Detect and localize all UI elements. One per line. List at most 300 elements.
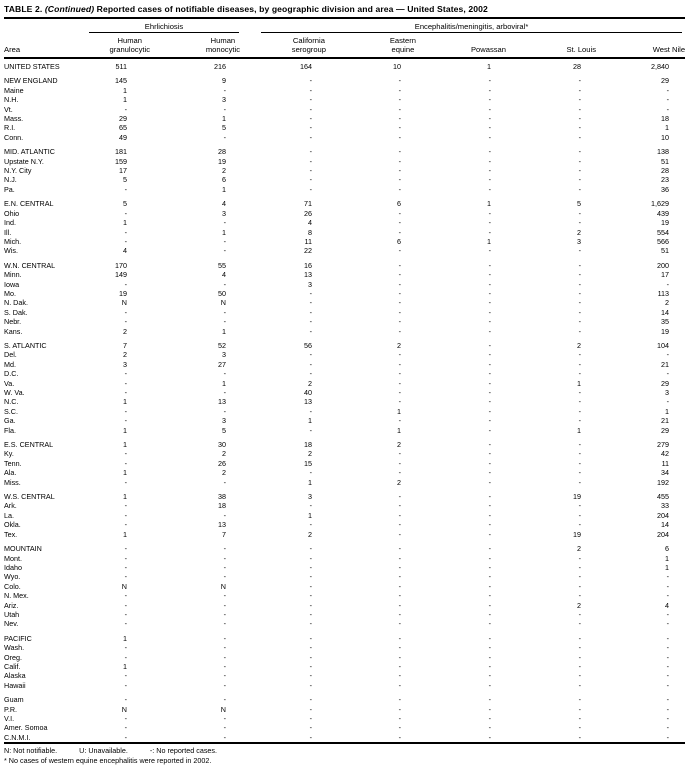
column-header <box>150 34 240 58</box>
row-area-label: Idaho <box>4 562 22 572</box>
cell-value: - <box>223 643 226 653</box>
cell-value: - <box>309 156 312 166</box>
cell-value: - <box>398 544 401 554</box>
cell-value: 7 <box>123 340 127 350</box>
cell-value: 26 <box>218 458 226 468</box>
cell-value: - <box>309 591 312 601</box>
cell-value: - <box>309 114 312 124</box>
cell-value: - <box>398 104 401 114</box>
cell-value: 2 <box>397 440 401 450</box>
cell-value: 33 <box>661 501 670 511</box>
cell-value: - <box>488 562 491 572</box>
cell-value: 1 <box>397 406 401 416</box>
cell-value: - <box>578 184 581 194</box>
cell-value: - <box>578 723 581 733</box>
cell-value: - <box>488 227 491 237</box>
cell-value: - <box>578 619 581 629</box>
cell-value: - <box>488 85 491 95</box>
cell-value: - <box>124 553 127 563</box>
cell-value: - <box>398 609 401 619</box>
table-row <box>4 554 685 563</box>
cell-value: - <box>398 95 401 105</box>
cell-value: - <box>578 591 581 601</box>
cell-value: - <box>666 581 670 591</box>
cell-value: - <box>488 95 491 105</box>
cell-value: - <box>223 671 226 681</box>
table-row <box>4 317 685 326</box>
table-row <box>4 308 685 317</box>
column-group-arboviral <box>240 19 685 34</box>
cell-value: - <box>309 406 312 416</box>
cell-value: 159 <box>115 156 127 166</box>
cell-value: 14 <box>661 307 670 317</box>
cell-value: 2 <box>308 378 312 388</box>
cell-value: 1 <box>123 661 127 671</box>
cell-value: - <box>398 288 401 298</box>
cell-value: - <box>223 218 226 228</box>
cell-value: - <box>398 449 401 459</box>
cell-value: - <box>398 85 401 95</box>
cell-value: - <box>309 633 312 643</box>
cell-value: - <box>309 175 312 185</box>
cell-value: 27 <box>218 359 226 369</box>
cell-value: - <box>666 680 670 690</box>
cell-value: - <box>398 246 401 256</box>
cell-value: 216 <box>214 62 226 71</box>
cell-value: - <box>488 369 491 379</box>
cell-value: - <box>578 468 581 478</box>
cell-value: - <box>309 184 312 194</box>
cell-value: 9 <box>222 76 226 86</box>
cell-value: - <box>488 440 491 450</box>
cell-value: 149 <box>115 270 127 280</box>
cell-value: 36 <box>661 184 670 194</box>
row-area-label: R.I. <box>4 123 16 133</box>
table-row <box>4 572 685 581</box>
table-row <box>4 723 685 732</box>
cell-value: 1 <box>123 468 127 478</box>
cell-value: - <box>124 544 127 554</box>
table-row <box>4 733 685 743</box>
cell-value: - <box>223 317 226 327</box>
cell-value: - <box>578 350 581 360</box>
cell-value: - <box>223 572 226 582</box>
cell-value: - <box>309 350 312 360</box>
cell-value: 23 <box>661 175 670 185</box>
column-header <box>88 34 150 58</box>
cell-value: - <box>124 695 127 705</box>
cell-value: - <box>488 76 491 86</box>
cell-value: - <box>223 388 226 397</box>
row-area-label: Kans. <box>4 326 23 336</box>
cell-value: 279 <box>657 440 670 450</box>
cell-value: - <box>488 544 491 554</box>
cell-value: - <box>223 307 226 317</box>
cell-value: - <box>578 695 581 705</box>
table-title-number: TABLE 2. <box>4 4 43 14</box>
row-area-label: S.C. <box>4 406 18 416</box>
cell-value: - <box>398 600 401 610</box>
cell-value: - <box>578 326 581 336</box>
cell-value: 204 <box>657 510 670 520</box>
cell-value: - <box>666 104 670 114</box>
cell-value: 17 <box>661 270 670 280</box>
row-area-label: N. Mex. <box>4 591 29 601</box>
cell-value: 1 <box>397 425 401 435</box>
table-row <box>4 71 685 85</box>
cell-value: - <box>124 619 127 629</box>
table-row <box>4 435 685 449</box>
row-area-label: MOUNTAIN <box>4 544 42 554</box>
table-row <box>4 610 685 619</box>
cell-value: - <box>309 680 312 690</box>
row-area-label: PACIFIC <box>4 633 32 643</box>
row-area-label: Del. <box>4 350 17 360</box>
row-area-label: Nebr. <box>4 317 22 327</box>
cell-value: - <box>488 114 491 124</box>
cell-value: 21 <box>661 359 670 369</box>
cell-value: - <box>488 492 491 502</box>
cell-value: 145 <box>115 76 127 86</box>
cell-value: - <box>488 591 491 601</box>
cell-value: N <box>121 298 127 308</box>
row-area-label: Ala. <box>4 468 17 478</box>
cell-value: - <box>488 279 491 289</box>
cell-value: - <box>309 562 312 572</box>
cell-value: - <box>398 416 401 426</box>
cell-value: 3 <box>308 279 312 289</box>
cell-value: - <box>578 95 581 105</box>
cell-value: - <box>578 416 581 426</box>
cell-value: - <box>578 147 581 157</box>
cell-value: - <box>398 156 401 166</box>
cell-value: - <box>488 633 491 643</box>
cell-value: 65 <box>119 123 127 133</box>
cell-value: - <box>578 76 581 86</box>
cell-value: - <box>398 298 401 308</box>
row-area-label: Wash. <box>4 643 25 653</box>
cell-value: 1 <box>577 425 581 435</box>
cell-value: 6 <box>397 236 401 246</box>
table-row <box>4 209 685 218</box>
table-row <box>4 714 685 723</box>
cell-value: - <box>223 732 226 742</box>
table-title-text: Reported cases of notifiable diseases, by geographic division and area — United States, 2002 <box>94 4 488 14</box>
row-area-label: W.N. CENTRAL <box>4 260 56 270</box>
cell-value: - <box>309 643 312 653</box>
row-area-label: W.S. CENTRAL <box>4 492 55 502</box>
table-row <box>4 157 685 166</box>
row-area-label: Wyo. <box>4 572 21 582</box>
cell-value: - <box>398 633 401 643</box>
row-area-label: Tex. <box>4 529 18 539</box>
cell-value: - <box>223 85 226 95</box>
row-area-label: Minn. <box>4 270 22 280</box>
table-row <box>4 237 685 246</box>
cell-value: - <box>488 132 491 142</box>
cell-value: - <box>309 619 312 629</box>
cell-value: - <box>309 104 312 114</box>
column-header-label: California serogroup <box>291 36 326 54</box>
cell-value: 170 <box>115 260 127 270</box>
cell-value: 11 <box>304 236 312 246</box>
row-area-label: La. <box>4 510 14 520</box>
cell-value: 1 <box>487 236 491 246</box>
cell-value: - <box>488 680 491 690</box>
table-row <box>4 360 685 369</box>
cell-value: - <box>578 298 581 308</box>
cell-value: 8 <box>308 227 312 237</box>
row-area-label: N.C. <box>4 397 19 407</box>
cell-value: 2 <box>397 477 401 487</box>
cell-value: 22 <box>304 246 312 256</box>
cell-value: - <box>398 350 401 360</box>
cell-value: - <box>124 406 127 416</box>
cell-value: - <box>124 714 127 723</box>
cell-value: - <box>666 619 670 629</box>
cell-value: 2 <box>577 227 581 237</box>
row-area-label: Mont. <box>4 553 22 563</box>
cell-value: - <box>666 643 670 653</box>
cell-value: - <box>578 661 581 671</box>
row-area-label: Va. <box>4 378 15 388</box>
cell-value: - <box>578 581 581 591</box>
table-row <box>4 416 685 425</box>
cell-value: 1 <box>308 510 312 520</box>
cell-value: - <box>666 695 670 705</box>
notifiable-diseases-table <box>4 19 685 744</box>
column-group-spacer <box>4 19 88 34</box>
cell-value: 2 <box>577 600 581 610</box>
cell-value: 11 <box>661 458 670 468</box>
cell-value: - <box>398 388 401 397</box>
cell-value: - <box>398 562 401 572</box>
cell-value: 5 <box>222 123 226 133</box>
cell-value: - <box>398 307 401 317</box>
cell-value: - <box>309 317 312 327</box>
cell-value: 13 <box>304 397 312 407</box>
cell-value: - <box>488 619 491 629</box>
row-area-label: Amer. Somoa <box>4 723 48 733</box>
cell-value: 55 <box>218 260 226 270</box>
cell-value: - <box>398 378 401 388</box>
cell-value: - <box>488 501 491 511</box>
cell-value: - <box>223 661 226 671</box>
table-row <box>4 530 685 539</box>
cell-value: 439 <box>657 208 670 218</box>
row-area-label: Oreg. <box>4 652 22 662</box>
cell-value: - <box>309 166 312 176</box>
row-area-label: N.J. <box>4 175 17 185</box>
cell-value: - <box>398 359 401 369</box>
cell-value: - <box>578 458 581 468</box>
cell-value: 200 <box>657 260 670 270</box>
cell-value: 19 <box>661 326 670 336</box>
row-area-label: E.N. CENTRAL <box>4 199 54 209</box>
cell-value: 1 <box>222 114 226 124</box>
cell-value: - <box>666 704 670 714</box>
cell-value: - <box>398 652 401 662</box>
table-title <box>4 2 685 19</box>
table-row <box>4 175 685 184</box>
cell-value: - <box>578 572 581 582</box>
table-row <box>4 653 685 662</box>
cell-value: - <box>398 501 401 511</box>
table-title-continued: (Continued) <box>42 4 95 14</box>
cell-value: - <box>578 633 581 643</box>
cell-value: 455 <box>657 492 670 502</box>
row-area-label: P.R. <box>4 704 18 714</box>
cell-value: N <box>121 581 127 591</box>
row-area-label: Ohio <box>4 208 20 218</box>
cell-value: 1 <box>487 62 491 71</box>
cell-value: 18 <box>218 501 226 511</box>
cell-value: - <box>488 581 491 591</box>
cell-value: 1 <box>222 227 226 237</box>
table-row <box>4 619 685 628</box>
cell-value: - <box>309 468 312 478</box>
cell-value: 1 <box>222 378 226 388</box>
cell-value: 13 <box>304 270 312 280</box>
row-area-label: Miss. <box>4 477 21 487</box>
cell-value: - <box>223 477 226 487</box>
cell-value: - <box>124 643 127 653</box>
cell-value: - <box>666 279 670 289</box>
cell-value: - <box>578 218 581 228</box>
cell-value: - <box>124 520 127 530</box>
cell-value: - <box>578 520 581 530</box>
cell-value: - <box>223 553 226 563</box>
cell-value: - <box>223 652 226 662</box>
cell-value: - <box>398 581 401 591</box>
cell-value: - <box>578 397 581 407</box>
cell-value: - <box>124 732 127 742</box>
cell-value: - <box>666 397 670 407</box>
cell-value: N <box>121 704 127 714</box>
cell-value: - <box>578 208 581 218</box>
cell-value: 21 <box>661 416 670 426</box>
cell-value: - <box>124 184 127 194</box>
cell-value: - <box>223 619 226 629</box>
cell-value: - <box>124 723 127 733</box>
column-header <box>506 34 596 58</box>
cell-value: 34 <box>661 468 670 478</box>
cell-value: - <box>398 723 401 733</box>
cell-value: - <box>578 359 581 369</box>
cell-value: - <box>578 562 581 572</box>
cell-value: 1 <box>665 406 670 416</box>
table-row <box>4 270 685 279</box>
row-area-label: Mo. <box>4 288 16 298</box>
cell-value: - <box>309 326 312 336</box>
cell-value: - <box>578 123 581 133</box>
cell-value: 56 <box>304 340 312 350</box>
cell-value: - <box>309 288 312 298</box>
row-area-label: MID. ATLANTIC <box>4 147 55 157</box>
cell-value: - <box>488 643 491 653</box>
table-row <box>4 643 685 652</box>
cell-value: - <box>666 95 670 105</box>
table-row <box>4 468 685 477</box>
cell-value: - <box>309 572 312 582</box>
cell-value: 51 <box>661 246 670 256</box>
row-area-label: V.I. <box>4 714 15 723</box>
cell-value: - <box>578 510 581 520</box>
cell-value: - <box>124 236 127 246</box>
cell-value: 4 <box>665 600 670 610</box>
cell-value: - <box>398 114 401 124</box>
row-area-label: Conn. <box>4 132 24 142</box>
cell-value: 28 <box>218 147 226 157</box>
cell-value: - <box>488 468 491 478</box>
cell-value: - <box>488 652 491 662</box>
table-row <box>4 487 685 501</box>
row-area-label: S. ATLANTIC <box>4 340 47 350</box>
table-row <box>4 681 685 690</box>
cell-value: 1 <box>308 477 312 487</box>
cell-value: - <box>309 501 312 511</box>
cell-value: 1 <box>123 440 127 450</box>
table-row <box>4 388 685 397</box>
cell-value: - <box>124 609 127 619</box>
row-area-label: Ky. <box>4 449 14 459</box>
cell-value: 7 <box>222 529 226 539</box>
cell-value: - <box>488 340 491 350</box>
cell-value: 6 <box>665 544 670 554</box>
cell-value: - <box>398 227 401 237</box>
table-row <box>4 298 685 307</box>
cell-value: 1 <box>487 199 491 209</box>
cell-value: - <box>488 184 491 194</box>
cell-value: - <box>309 652 312 662</box>
column-header <box>596 34 685 58</box>
cell-value: - <box>223 633 226 643</box>
row-area-label: Ind. <box>4 218 16 228</box>
cell-value: 38 <box>218 492 226 502</box>
column-group-ehrlichiosis <box>88 19 240 34</box>
cell-value: - <box>488 218 491 228</box>
table-row <box>4 185 685 194</box>
table-row <box>4 95 685 104</box>
cell-value: - <box>124 208 127 218</box>
cell-value: - <box>398 510 401 520</box>
cell-value: - <box>488 520 491 530</box>
cell-value: 14 <box>661 520 670 530</box>
column-header-label: Human granulocytic <box>109 36 150 54</box>
footnote-legend-dash: -: No reported cases. <box>149 746 218 756</box>
cell-value: 1 <box>123 425 127 435</box>
cell-value: - <box>488 714 491 723</box>
cell-value: 1 <box>308 416 312 426</box>
cell-value: 2 <box>308 529 312 539</box>
cell-value: - <box>578 260 581 270</box>
table-row <box>4 256 685 270</box>
table-row <box>4 369 685 378</box>
cell-value: - <box>488 529 491 539</box>
cell-value: - <box>488 732 491 742</box>
cell-value: - <box>578 704 581 714</box>
cell-value: - <box>578 114 581 124</box>
cell-value: - <box>124 652 127 662</box>
cell-value: 1 <box>577 378 581 388</box>
cell-value: - <box>666 350 670 360</box>
cell-value: - <box>398 147 401 157</box>
table-row <box>4 662 685 671</box>
cell-value: 5 <box>123 199 127 209</box>
cell-value: - <box>223 562 226 572</box>
footnote-legend <box>4 746 685 756</box>
cell-value: - <box>488 359 491 369</box>
